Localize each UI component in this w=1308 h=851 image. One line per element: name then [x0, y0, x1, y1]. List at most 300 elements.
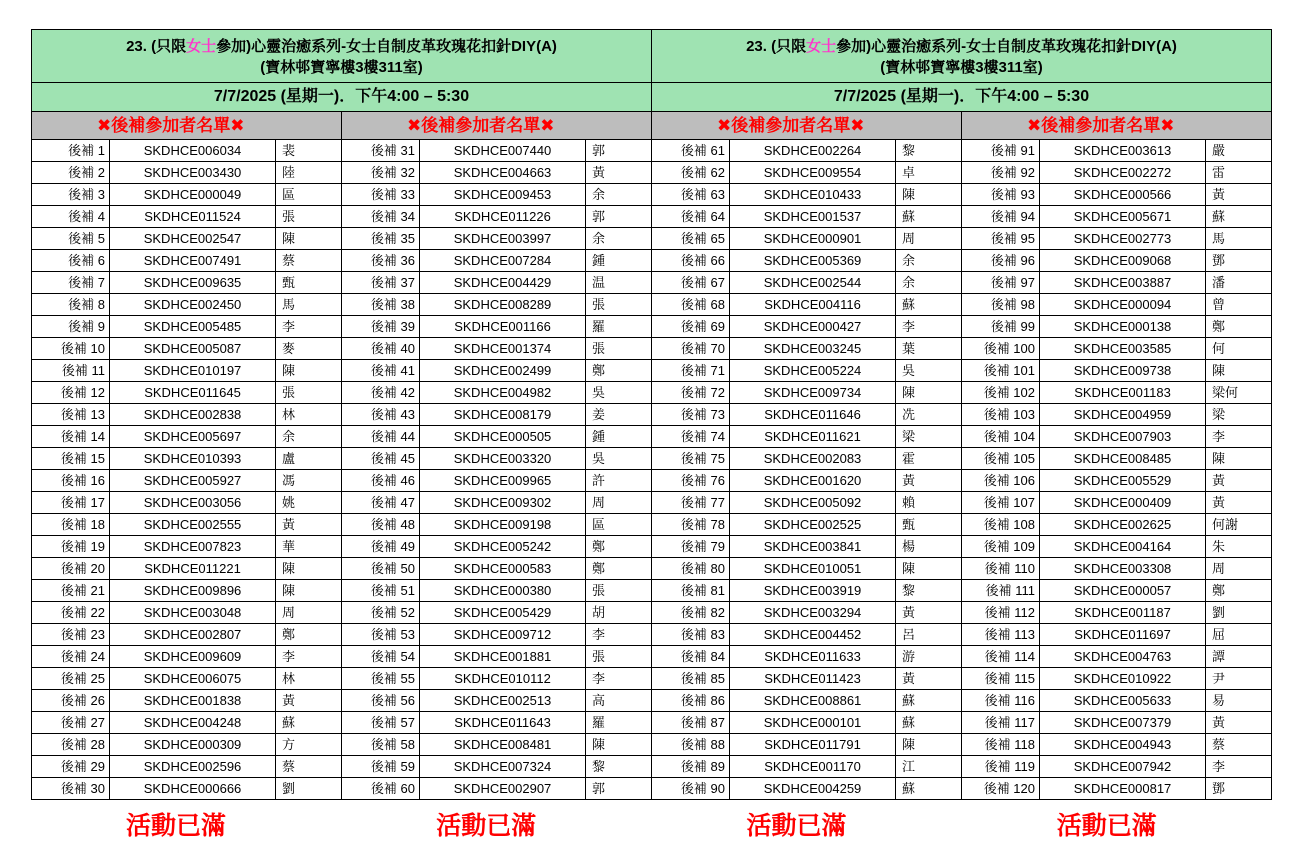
member-id: SKDHCE010922 — [1040, 668, 1206, 689]
event-date-left: 7/7/2025 (星期一)．下午4:00 – 5:30 — [32, 83, 652, 112]
member-id: SKDHCE000380 — [420, 580, 586, 601]
member-surname: 梁 — [902, 429, 916, 444]
waitlist-number: 後補 64 — [652, 206, 730, 227]
table-row — [652, 602, 961, 624]
member-id: SKDHCE009635 — [110, 272, 276, 293]
member-surname: 陳 — [282, 363, 296, 378]
member-id: SKDHCE005697 — [110, 426, 276, 447]
member-surname: 馬 — [282, 297, 296, 312]
member-surname: 許 — [592, 473, 606, 488]
member-id: SKDHCE005671 — [1040, 206, 1206, 227]
member-surname: 區 — [592, 517, 606, 532]
waitlist-number: 後補 54 — [342, 646, 420, 667]
waitlist-number: 後補 120 — [962, 778, 1040, 799]
member-surname: 劉 — [1212, 605, 1226, 620]
member-id: SKDHCE007491 — [110, 250, 276, 271]
waitlist-number: 後補 80 — [652, 558, 730, 579]
member-id: SKDHCE011524 — [110, 206, 276, 227]
member-id: SKDHCE000101 — [730, 712, 896, 733]
table-row — [652, 712, 961, 734]
waitlist-number: 後補 109 — [962, 536, 1040, 557]
member-id: SKDHCE000427 — [730, 316, 896, 337]
table-row — [962, 536, 1271, 558]
member-id: SKDHCE005224 — [730, 360, 896, 381]
waitlist-number: 後補 113 — [962, 624, 1040, 645]
waitlist-number: 後補 72 — [652, 382, 730, 403]
member-surname: 羅 — [592, 319, 606, 334]
table-row — [962, 162, 1271, 184]
member-id: SKDHCE008289 — [420, 294, 586, 315]
table-row — [32, 206, 341, 228]
waitlist-number: 後補 49 — [342, 536, 420, 557]
member-id: SKDHCE007324 — [420, 756, 586, 777]
member-id: SKDHCE000817 — [1040, 778, 1206, 799]
table-row — [652, 316, 961, 338]
table-row — [32, 602, 341, 624]
member-surname: 屈 — [1212, 627, 1226, 642]
member-surname: 鄭 — [1212, 319, 1226, 334]
waitlist-number: 後補 17 — [32, 492, 110, 513]
member-surname: 陳 — [1212, 451, 1226, 466]
table-row — [652, 404, 961, 426]
table-row — [32, 140, 341, 162]
event-title-right — [652, 30, 1272, 83]
table-row — [342, 734, 651, 756]
member-surname: 黎 — [902, 143, 916, 158]
member-surname: 吳 — [592, 451, 606, 466]
waitlist-header: ✖後補參加者名單✖ — [32, 112, 342, 140]
member-surname: 周 — [282, 605, 296, 620]
table-row — [32, 294, 341, 316]
member-surname: 郭 — [592, 781, 606, 796]
waitlist-number: 後補 71 — [652, 360, 730, 381]
waitlist-column — [32, 140, 342, 800]
table-row — [342, 272, 651, 294]
member-surname: 姚 — [282, 495, 296, 510]
table-row — [342, 756, 651, 778]
table-row — [652, 250, 961, 272]
waitlist-number: 後補 107 — [962, 492, 1040, 513]
table-row — [962, 624, 1271, 646]
member-surname: 蔡 — [1212, 737, 1226, 752]
table-row — [32, 426, 341, 448]
member-id: SKDHCE002525 — [730, 514, 896, 535]
member-id: SKDHCE000505 — [420, 426, 586, 447]
member-id: SKDHCE003048 — [110, 602, 276, 623]
waitlist-number: 後補 117 — [962, 712, 1040, 733]
member-surname: 陳 — [902, 737, 916, 752]
member-id: SKDHCE009734 — [730, 382, 896, 403]
table-row — [342, 250, 651, 272]
member-surname: 蘇 — [902, 297, 916, 312]
waitlist-number: 後補 81 — [652, 580, 730, 601]
waitlist-number: 後補 65 — [652, 228, 730, 249]
waitlist-number: 後補 45 — [342, 448, 420, 469]
member-id: SKDHCE002773 — [1040, 228, 1206, 249]
member-surname: 張 — [592, 649, 606, 664]
member-surname: 黃 — [1212, 495, 1226, 510]
waitlist-number: 後補 96 — [962, 250, 1040, 271]
member-id: SKDHCE005369 — [730, 250, 896, 271]
member-id: SKDHCE004943 — [1040, 734, 1206, 755]
table-row — [652, 272, 961, 294]
waitlist-number: 後補 50 — [342, 558, 420, 579]
member-id: SKDHCE002544 — [730, 272, 896, 293]
member-id: SKDHCE009068 — [1040, 250, 1206, 271]
table-row — [652, 184, 961, 206]
member-id: SKDHCE002838 — [110, 404, 276, 425]
member-surname: 盧 — [282, 451, 296, 466]
waitlist-number: 後補 9 — [32, 316, 110, 337]
waitlist-number: 後補 53 — [342, 624, 420, 645]
member-id: SKDHCE003919 — [730, 580, 896, 601]
member-surname: 馬 — [1212, 231, 1226, 246]
member-surname: 雷 — [1212, 165, 1226, 180]
table-row — [962, 360, 1271, 382]
member-surname: 裴 — [282, 143, 296, 158]
title-row — [31, 29, 1272, 83]
waitlist-number: 後補 22 — [32, 602, 110, 623]
table-row — [962, 184, 1271, 206]
table-row — [342, 448, 651, 470]
member-id: SKDHCE003245 — [730, 338, 896, 359]
member-surname: 羅 — [592, 715, 606, 730]
waitlist-number: 後補 3 — [32, 184, 110, 205]
title-suffix: 參加)心靈治癒系列-女士自制皮革玫瑰花扣針DIY(A) — [216, 38, 557, 55]
member-id: SKDHCE000901 — [730, 228, 896, 249]
member-surname: 嚴 — [1212, 143, 1226, 158]
member-id: SKDHCE005429 — [420, 602, 586, 623]
waitlist-number: 後補 39 — [342, 316, 420, 337]
member-id: SKDHCE001537 — [730, 206, 896, 227]
member-surname: 郭 — [592, 209, 606, 224]
waitlist-number: 後補 97 — [962, 272, 1040, 293]
member-id: SKDHCE011646 — [730, 404, 896, 425]
waitlist-number: 後補 34 — [342, 206, 420, 227]
member-surname: 何 — [1212, 341, 1226, 356]
member-surname: 陳 — [282, 583, 296, 598]
member-id: SKDHCE003585 — [1040, 338, 1206, 359]
title-highlight: 女士 — [806, 38, 837, 55]
waitlist-number: 後補 42 — [342, 382, 420, 403]
member-id: SKDHCE003308 — [1040, 558, 1206, 579]
member-surname: 蘇 — [902, 693, 916, 708]
table-row — [32, 756, 341, 778]
waitlist-number: 後補 10 — [32, 338, 110, 359]
waitlist-number: 後補 112 — [962, 602, 1040, 623]
waitlist-number: 後補 18 — [32, 514, 110, 535]
member-surname: 鄭 — [282, 627, 296, 642]
waitlist-number: 後補 63 — [652, 184, 730, 205]
member-id: SKDHCE004248 — [110, 712, 276, 733]
member-id: SKDHCE002513 — [420, 690, 586, 711]
waitlist-number: 後補 52 — [342, 602, 420, 623]
table-row — [342, 624, 651, 646]
table-row — [962, 514, 1271, 536]
member-id: SKDHCE003613 — [1040, 140, 1206, 161]
member-id: SKDHCE000049 — [110, 184, 276, 205]
table-row — [652, 382, 961, 404]
member-surname: 周 — [1212, 561, 1226, 576]
member-surname: 黎 — [592, 759, 606, 774]
table-row — [652, 778, 961, 800]
member-id: SKDHCE004452 — [730, 624, 896, 645]
member-surname: 葉 — [902, 341, 916, 356]
table-row — [342, 646, 651, 668]
waitlist-number: 後補 67 — [652, 272, 730, 293]
member-surname: 潘 — [1212, 275, 1226, 290]
table-row — [342, 514, 651, 536]
waitlist-number: 後補 102 — [962, 382, 1040, 403]
date-row — [31, 83, 1272, 112]
table-row — [962, 228, 1271, 250]
member-surname: 周 — [902, 231, 916, 246]
table-row — [962, 492, 1271, 514]
waitlist-number: 後補 73 — [652, 404, 730, 425]
member-id: SKDHCE007942 — [1040, 756, 1206, 777]
member-id: SKDHCE010051 — [730, 558, 896, 579]
table-row — [32, 272, 341, 294]
member-surname: 冼 — [902, 407, 916, 422]
member-surname: 張 — [282, 209, 296, 224]
waitlist-number: 後補 74 — [652, 426, 730, 447]
member-surname: 甄 — [902, 517, 916, 532]
waitlist-number: 後補 114 — [962, 646, 1040, 667]
table-row — [32, 778, 341, 800]
table-row — [32, 228, 341, 250]
waitlist-number: 後補 115 — [962, 668, 1040, 689]
title-suffix: 參加)心靈治癒系列-女士自制皮革玫瑰花扣針DIY(A) — [836, 38, 1177, 55]
member-id: SKDHCE002083 — [730, 448, 896, 469]
waitlist-number: 後補 55 — [342, 668, 420, 689]
waitlist-number: 後補 103 — [962, 404, 1040, 425]
member-id: SKDHCE003997 — [420, 228, 586, 249]
member-id: SKDHCE005087 — [110, 338, 276, 359]
member-surname: 鍾 — [592, 429, 606, 444]
member-surname: 鄧 — [1212, 781, 1226, 796]
member-surname: 李 — [1212, 759, 1226, 774]
waitlist-number: 後補 26 — [32, 690, 110, 711]
member-surname: 蘇 — [902, 715, 916, 730]
table-row — [342, 206, 651, 228]
waitlist-number: 後補 119 — [962, 756, 1040, 777]
member-id: SKDHCE005242 — [420, 536, 586, 557]
member-id: SKDHCE006034 — [110, 140, 276, 161]
member-surname: 游 — [902, 649, 916, 664]
table-row — [32, 536, 341, 558]
waitlist-number: 後補 19 — [32, 536, 110, 557]
table-row — [32, 712, 341, 734]
event-full-label: 活動已滿 — [126, 812, 227, 840]
member-id: SKDHCE007903 — [1040, 426, 1206, 447]
waitlist-number: 後補 98 — [962, 294, 1040, 315]
waitlist-number: 後補 56 — [342, 690, 420, 711]
waitlist-number: 後補 4 — [32, 206, 110, 227]
waitlist-number: 後補 92 — [962, 162, 1040, 183]
member-id: SKDHCE011633 — [730, 646, 896, 667]
table-row — [962, 778, 1271, 800]
event-title-left — [32, 30, 652, 83]
table-row — [32, 492, 341, 514]
member-id: SKDHCE000666 — [110, 778, 276, 799]
table-row — [652, 448, 961, 470]
waitlist-number: 後補 84 — [652, 646, 730, 667]
waitlist-number: 後補 110 — [962, 558, 1040, 579]
table-row — [652, 756, 961, 778]
member-id: SKDHCE005927 — [110, 470, 276, 491]
waitlist-number: 後補 36 — [342, 250, 420, 271]
event-title — [32, 36, 651, 57]
member-surname: 蘇 — [902, 781, 916, 796]
member-id: SKDHCE001620 — [730, 470, 896, 491]
table-row — [342, 558, 651, 580]
member-surname: 張 — [592, 297, 606, 312]
member-id: SKDHCE002555 — [110, 514, 276, 535]
member-surname: 劉 — [282, 781, 296, 796]
waitlist-number: 後補 8 — [32, 294, 110, 315]
table-row — [962, 250, 1271, 272]
member-id: SKDHCE007440 — [420, 140, 586, 161]
table-row — [652, 140, 961, 162]
table-row — [962, 756, 1271, 778]
member-surname: 蘇 — [1212, 209, 1226, 224]
table-row — [32, 690, 341, 712]
member-id: SKDHCE009965 — [420, 470, 586, 491]
waitlist-number: 後補 28 — [32, 734, 110, 755]
member-surname: 黎 — [902, 583, 916, 598]
table-row — [32, 338, 341, 360]
table-row — [652, 558, 961, 580]
waitlist-column — [342, 140, 652, 800]
table-row — [342, 492, 651, 514]
member-surname: 張 — [282, 385, 296, 400]
member-id: SKDHCE011697 — [1040, 624, 1206, 645]
member-surname: 余 — [592, 187, 606, 202]
table-row — [652, 492, 961, 514]
member-surname: 黃 — [282, 693, 296, 708]
member-surname: 黃 — [592, 165, 606, 180]
member-id: SKDHCE007284 — [420, 250, 586, 271]
waitlist-number: 後補 100 — [962, 338, 1040, 359]
member-surname: 華 — [282, 539, 296, 554]
waitlist-number: 後補 31 — [342, 140, 420, 161]
member-surname: 余 — [592, 231, 606, 246]
member-surname: 余 — [282, 429, 296, 444]
event-date-right: 7/7/2025 (星期一)．下午4:00 – 5:30 — [652, 83, 1272, 112]
waitlist-number: 後補 86 — [652, 690, 730, 711]
member-surname: 鄭 — [592, 539, 606, 554]
member-surname: 甄 — [282, 275, 296, 290]
member-surname: 黃 — [282, 517, 296, 532]
waitlist-number: 後補 62 — [652, 162, 730, 183]
member-id: SKDHCE002807 — [110, 624, 276, 645]
member-id: SKDHCE002547 — [110, 228, 276, 249]
waitlist-number: 後補 1 — [32, 140, 110, 161]
member-surname: 陸 — [282, 165, 296, 180]
event-full-label: 活動已滿 — [746, 812, 847, 840]
member-id: SKDHCE001170 — [730, 756, 896, 777]
waitlist-sheet — [31, 29, 1272, 800]
table-row — [962, 272, 1271, 294]
member-id: SKDHCE003056 — [110, 492, 276, 513]
member-id: SKDHCE010197 — [110, 360, 276, 381]
waitlist-number: 後補 70 — [652, 338, 730, 359]
member-surname: 郭 — [592, 143, 606, 158]
member-id: SKDHCE004663 — [420, 162, 586, 183]
waitlist-number: 後補 76 — [652, 470, 730, 491]
member-surname: 黃 — [1212, 473, 1226, 488]
waitlist-grid — [31, 140, 1272, 800]
member-id: SKDHCE004429 — [420, 272, 586, 293]
member-id: SKDHCE008861 — [730, 690, 896, 711]
member-id: SKDHCE000583 — [420, 558, 586, 579]
waitlist-number: 後補 99 — [962, 316, 1040, 337]
waitlist-number: 後補 104 — [962, 426, 1040, 447]
event-venue: (寶林邨寶寧樓3樓311室) — [260, 59, 423, 76]
member-surname: 李 — [282, 649, 296, 664]
table-row — [652, 514, 961, 536]
waitlist-number: 後補 38 — [342, 294, 420, 315]
member-id: SKDHCE000409 — [1040, 492, 1206, 513]
member-id: SKDHCE009896 — [110, 580, 276, 601]
member-id: SKDHCE005485 — [110, 316, 276, 337]
waitlist-number: 後補 69 — [652, 316, 730, 337]
event-full-label: 活動已滿 — [1056, 812, 1157, 840]
member-id: SKDHCE009198 — [420, 514, 586, 535]
waitlist-number: 後補 21 — [32, 580, 110, 601]
table-row — [342, 778, 651, 800]
table-row — [652, 536, 961, 558]
member-id: SKDHCE001166 — [420, 316, 586, 337]
member-id: SKDHCE011423 — [730, 668, 896, 689]
table-row — [342, 228, 651, 250]
member-id: SKDHCE004959 — [1040, 404, 1206, 425]
table-row — [32, 624, 341, 646]
member-surname: 李 — [282, 319, 296, 334]
member-surname: 呂 — [902, 627, 916, 642]
table-row — [652, 734, 961, 756]
member-id: SKDHCE003841 — [730, 536, 896, 557]
waitlist-number: 後補 108 — [962, 514, 1040, 535]
table-row — [962, 470, 1271, 492]
table-row — [962, 404, 1271, 426]
member-id: SKDHCE002499 — [420, 360, 586, 381]
table-row — [342, 360, 651, 382]
waitlist-number: 後補 57 — [342, 712, 420, 733]
member-surname: 陳 — [1212, 363, 1226, 378]
waitlist-number: 後補 43 — [342, 404, 420, 425]
member-id: SKDHCE002907 — [420, 778, 586, 799]
member-surname: 陳 — [282, 561, 296, 576]
table-row — [652, 338, 961, 360]
table-row — [652, 360, 961, 382]
waitlist-number: 後補 93 — [962, 184, 1040, 205]
waitlist-number: 後補 15 — [32, 448, 110, 469]
table-row — [32, 382, 341, 404]
member-id: SKDHCE009453 — [420, 184, 586, 205]
table-row — [962, 646, 1271, 668]
member-id: SKDHCE005529 — [1040, 470, 1206, 491]
member-surname: 區 — [282, 187, 296, 202]
waitlist-number: 後補 40 — [342, 338, 420, 359]
table-row — [962, 206, 1271, 228]
waitlist-header: ✖後補參加者名單✖ — [342, 112, 652, 140]
member-id: SKDHCE004982 — [420, 382, 586, 403]
waitlist-number: 後補 111 — [962, 580, 1040, 601]
member-id: SKDHCE002450 — [110, 294, 276, 315]
table-row — [652, 646, 961, 668]
waitlist-number: 後補 33 — [342, 184, 420, 205]
